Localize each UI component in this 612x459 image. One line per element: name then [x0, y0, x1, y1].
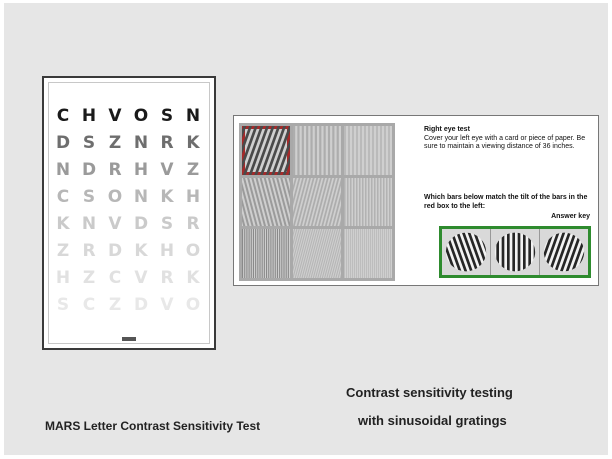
mars-letter: N — [55, 159, 71, 180]
grating-cell[interactable] — [242, 178, 290, 227]
mars-letter: H — [55, 267, 71, 288]
mars-letter: Z — [56, 240, 70, 261]
mars-letter: S — [160, 213, 174, 234]
mars-letter: K — [56, 213, 70, 234]
mars-letter: H — [159, 240, 175, 261]
test-title: Right eye test — [424, 126, 470, 133]
grating-cell[interactable] — [293, 229, 341, 278]
mars-row — [54, 102, 202, 129]
test-instructions-block — [424, 126, 594, 152]
grating-cell[interactable] — [344, 229, 392, 278]
mars-letter: R — [160, 267, 174, 288]
grating-cell[interactable] — [293, 178, 341, 227]
mars-logo — [122, 337, 136, 341]
mars-letter: C — [82, 294, 96, 315]
contrast-caption-line-2: with sinusoidal gratings — [358, 413, 507, 428]
mars-letter: Z — [82, 267, 96, 288]
mars-row — [54, 291, 202, 318]
mars-letter: S — [56, 294, 70, 315]
mars-letter: N — [185, 105, 201, 126]
mars-letter: H — [185, 186, 201, 207]
mars-letter: K — [160, 186, 174, 207]
mars-letter: O — [185, 240, 201, 261]
mars-row — [54, 129, 202, 156]
mars-letter: R — [186, 213, 200, 234]
mars-letter: O — [107, 186, 123, 207]
test-question: Which bars below match the tilt of the bars in the red box to the left: — [424, 194, 588, 210]
mars-letter: S — [160, 105, 174, 126]
mars-row — [54, 264, 202, 291]
mars-letter: R — [108, 159, 122, 180]
answer-grating-option[interactable] — [540, 229, 588, 275]
mars-letter: V — [160, 294, 174, 315]
answer-key-label: Answer key — [551, 213, 590, 220]
test-instructions: Cover your left eye with a card or piece of paper. Be sure to maintain a viewing distance of 36 inches. — [424, 134, 586, 151]
mars-chart — [42, 76, 216, 350]
mars-letter: S — [82, 132, 96, 153]
mars-letter: V — [108, 213, 122, 234]
contrast-caption-line-1: Contrast sensitivity testing — [346, 385, 513, 400]
grating-grid — [239, 123, 395, 281]
mars-letter: K — [134, 240, 148, 261]
grating-cell[interactable] — [344, 126, 392, 175]
answer-key-box — [439, 226, 591, 278]
mars-letter: Z — [186, 159, 200, 180]
selected-grating-cell[interactable] — [242, 126, 290, 175]
mars-letter: V — [160, 159, 174, 180]
mars-letter: R — [160, 132, 174, 153]
mars-row — [54, 210, 202, 237]
grating-cell[interactable] — [242, 229, 290, 278]
mars-letter: H — [133, 159, 149, 180]
mars-letter: C — [56, 186, 70, 207]
mars-letter: N — [133, 186, 149, 207]
mars-letter: Z — [108, 294, 122, 315]
answer-grating-option[interactable] — [442, 229, 491, 275]
mars-letter: K — [186, 132, 200, 153]
mars-letter: C — [56, 105, 70, 126]
mars-letter: N — [133, 132, 149, 153]
grating-cell[interactable] — [344, 178, 392, 227]
mars-letter: D — [55, 132, 71, 153]
mars-letter-rows — [54, 102, 202, 318]
mars-row — [54, 183, 202, 210]
mars-letter: V — [108, 105, 122, 126]
mars-letter: D — [107, 240, 123, 261]
mars-letter: D — [81, 159, 97, 180]
grating-cell[interactable] — [293, 126, 341, 175]
mars-letter: N — [81, 213, 97, 234]
mars-row — [54, 237, 202, 264]
mars-row — [54, 156, 202, 183]
grating-test-panel — [233, 115, 599, 286]
mars-letter: K — [186, 267, 200, 288]
mars-letter: D — [133, 213, 149, 234]
answer-grating-option[interactable] — [491, 229, 540, 275]
mars-caption: MARS Letter Contrast Sensitivity Test — [45, 419, 261, 433]
mars-letter: O — [185, 294, 201, 315]
mars-letter: D — [133, 294, 149, 315]
mars-letter: S — [82, 186, 96, 207]
mars-letter: O — [133, 105, 149, 126]
mars-letter: C — [108, 267, 122, 288]
mars-letter: R — [82, 240, 96, 261]
mars-letter: Z — [108, 132, 122, 153]
mars-letter: H — [81, 105, 97, 126]
mars-letter: V — [134, 267, 148, 288]
